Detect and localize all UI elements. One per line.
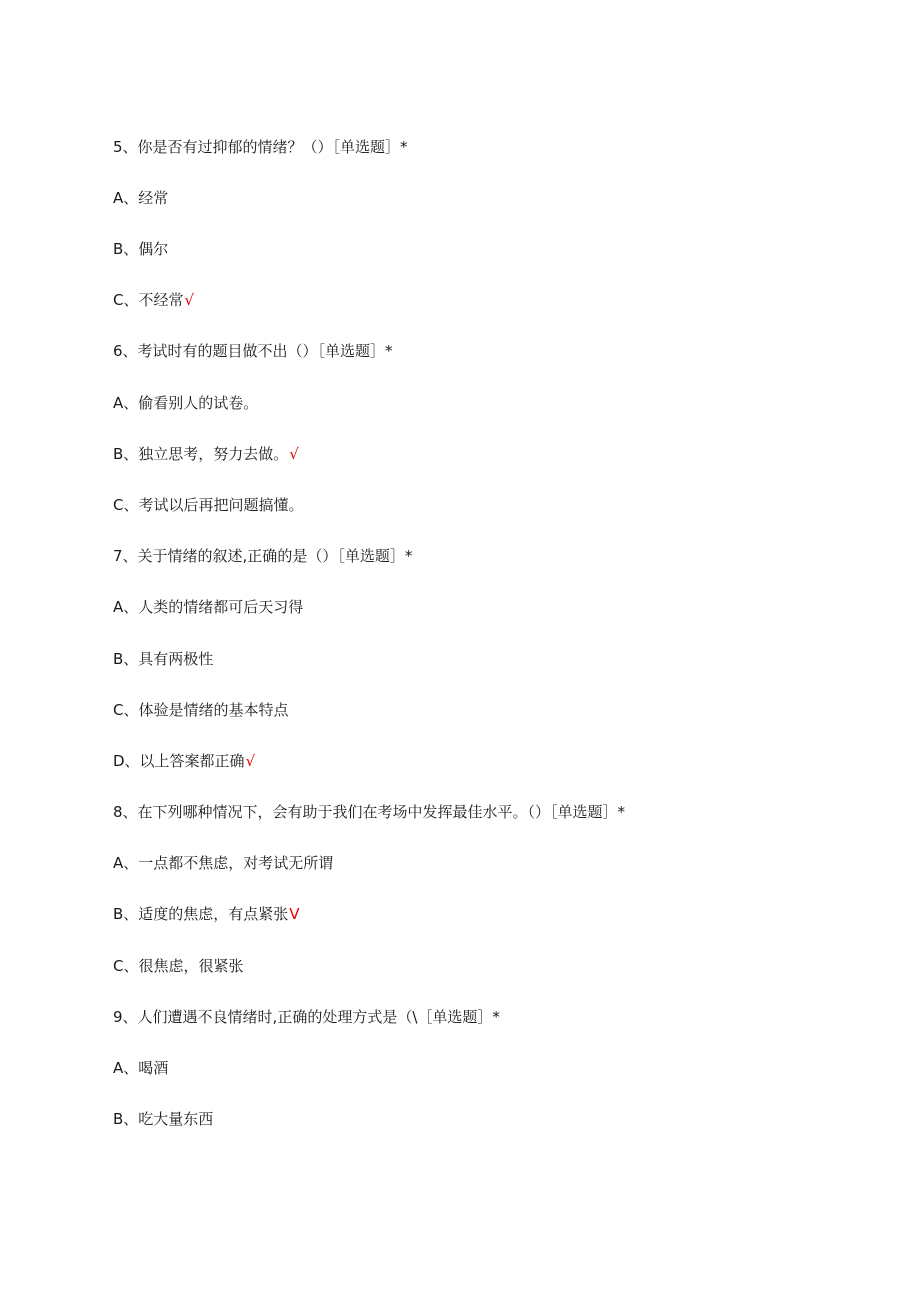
correct-answer-mark: √	[184, 291, 195, 309]
option-7c	[113, 700, 289, 720]
line-text: B、适度的焦虑，有点紧张	[113, 905, 289, 923]
line-text: C、体验是情绪的基本特点	[113, 701, 289, 719]
option-8a	[113, 853, 334, 873]
option-9b	[113, 1109, 214, 1129]
option-5b	[113, 239, 169, 259]
line-text: B、偶尔	[113, 240, 169, 258]
line-text: 5、你是否有过抑郁的情绪？（）［单选题］*	[113, 138, 408, 156]
line-text: B、具有两极性	[113, 650, 214, 668]
line-text: B、独立思考，努力去做。	[113, 445, 289, 463]
line-text: A、人类的情绪都可后天习得	[113, 598, 304, 616]
line-text: A、偷看别人的试卷。	[113, 394, 259, 412]
option-8b	[113, 904, 300, 924]
line-text: C、很焦虑，很紧张	[113, 957, 244, 975]
correct-answer-mark: V	[289, 905, 300, 923]
question-6	[113, 341, 394, 361]
question-9	[113, 1007, 501, 1027]
line-text: C、不经常	[113, 291, 184, 309]
option-9a	[113, 1058, 169, 1078]
line-text: A、一点都不焦虑，对考试无所谓	[113, 854, 334, 872]
question-5	[113, 137, 409, 157]
line-text: A、喝酒	[113, 1059, 169, 1077]
option-6b	[113, 444, 299, 464]
option-6c	[113, 495, 304, 515]
line-text: 9、人们遭遇不良情绪时,正确的处理方式是（\［单选题］*	[113, 1008, 500, 1026]
correct-answer-mark: √	[289, 445, 299, 463]
line-text: 8、在下列哪种情况下，会有助于我们在考场中发挥最佳水平。（）［单选题］*	[113, 803, 626, 821]
option-7d	[113, 751, 255, 771]
option-5a	[113, 188, 169, 208]
question-8	[113, 802, 626, 822]
option-7a	[113, 597, 304, 617]
line-text: 6、考试时有的题目做不出（）［单选题］*	[113, 342, 393, 360]
option-7b	[113, 649, 214, 669]
correct-answer-mark: √	[245, 752, 256, 770]
line-text: B、吃大量东西	[113, 1110, 214, 1128]
line-text: D、以上答案都正确	[113, 752, 245, 770]
question-7	[113, 546, 413, 566]
option-5c	[113, 290, 194, 310]
line-text: C、考试以后再把问题搞懂。	[113, 496, 304, 514]
option-8c	[113, 956, 244, 976]
option-6a	[113, 393, 259, 413]
line-text: A、经常	[113, 189, 169, 207]
line-text: 7、关于情绪的叙述,正确的是（）［单选题］*	[113, 547, 413, 565]
